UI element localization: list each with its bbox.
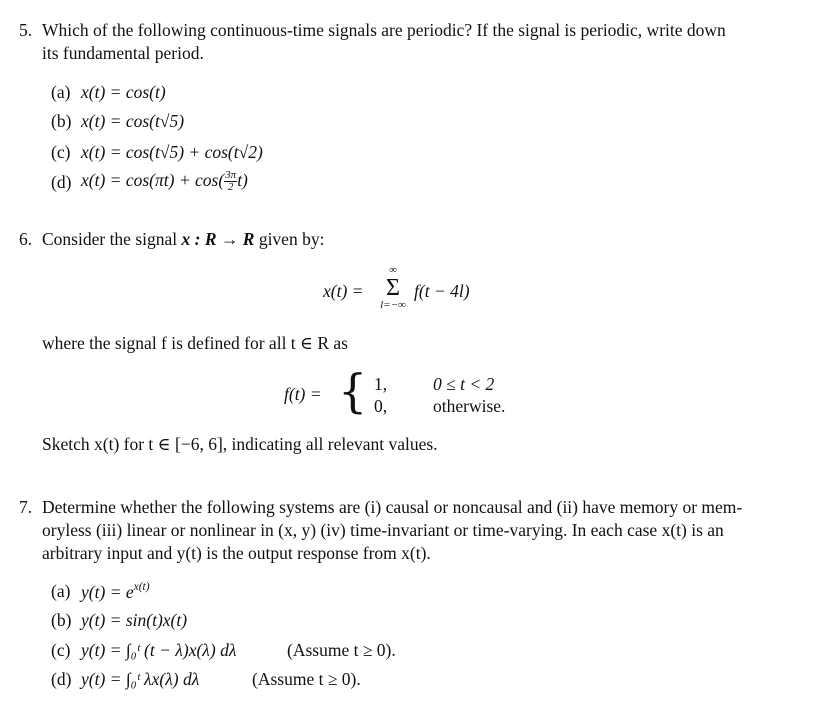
problem-5-item-b-expr: x(t) = cos(t√5) [81,111,185,131]
piecewise-condition-1: 0 ≤ t < 2 [433,374,495,394]
problem-7-item-d-expr: y(t) = ∫₀ᵗ λx(λ) dλ [81,669,200,689]
problem-7-item-a-label: (a) [51,581,71,601]
problem-7-item-c-label: (c) [51,640,71,660]
problem-7-item-d-label: (d) [51,669,72,689]
problem-7-item-b-label: (b) [51,610,72,630]
problem-5-item-a-expr: x(t) = cos(t) [81,82,166,102]
problem-7-text-line1: Determine whether the following systems are (i) causal or noncausal and (ii) have memory or mem- [42,497,743,517]
sum-body: f(t − 4l) [414,281,470,301]
problem-7-item-b-expr: y(t) = sin(t)x(t) [81,610,188,630]
left-brace-icon: { [338,364,368,418]
piecewise-value-2: 0, [374,396,388,416]
problem-6-where-text: where the signal f is defined for all t ∈ R as [42,333,348,353]
problem-6-intro: Consider the signal x : R → R given by: [42,229,325,249]
problem-7-number: 7. [19,497,33,517]
piecewise-value-1: 1, [374,374,388,394]
sum-upper-limit: ∞ [389,264,397,276]
piecewise-condition-2: otherwise. [433,396,506,416]
problem-5-text-line2: its fundamental period. [42,43,204,63]
problem-5-item-a-label: (a) [51,82,71,102]
problem-6-sketch-text: Sketch x(t) for t ∈ [−6, 6], indicating all relevant values. [42,434,438,454]
problem-5-item-c-label: (c) [51,142,71,162]
fraction-3pi-over-2: $\frac{3\pi}{2}$ [225,169,237,194]
sigma-icon: Σ [386,275,400,301]
summation [376,265,410,311]
problem-5-number: 5. [19,20,33,40]
problem-7-item-c-note: (Assume t ≥ 0). [287,640,396,660]
problem-5-text-line1: Which of the following continuous-time signals are periodic? If the signal is periodic, write down [42,20,726,40]
problem-5-item-d-label: (d) [51,172,72,192]
problem-5-item-d-expr: x(t) = cos(πt) + cos( $\frac{3\pi}{2}$ t) [81,169,248,194]
sum-lower-limit: l=−∞ [380,299,406,311]
problem-7-item-c-expr: y(t) = ∫₀ᵗ (t − λ)x(λ) dλ [81,640,237,660]
problem-5-item-c-expr: x(t) = cos(t√5) + cos(t√2) [81,142,263,162]
problem-7-item-a-expr: $y(t) = e^{x(t)}$ [81,581,150,602]
sum-lhs: x(t) = [323,281,364,301]
piecewise-lhs: f(t) = [284,384,322,404]
problem-5-item-b-label: (b) [51,111,72,131]
problem-7-item-d-note: (Assume t ≥ 0). [252,669,361,689]
problem-6-number: 6. [19,229,33,249]
problem-7-text-line3: arbitrary input and y(t) is the output response from x(t). [42,543,431,563]
problem-7-text-line2: oryless (iii) linear or nonlinear in (x, y) (iv) time-invariant or time-varying. In each case x(t) is an [42,520,724,540]
